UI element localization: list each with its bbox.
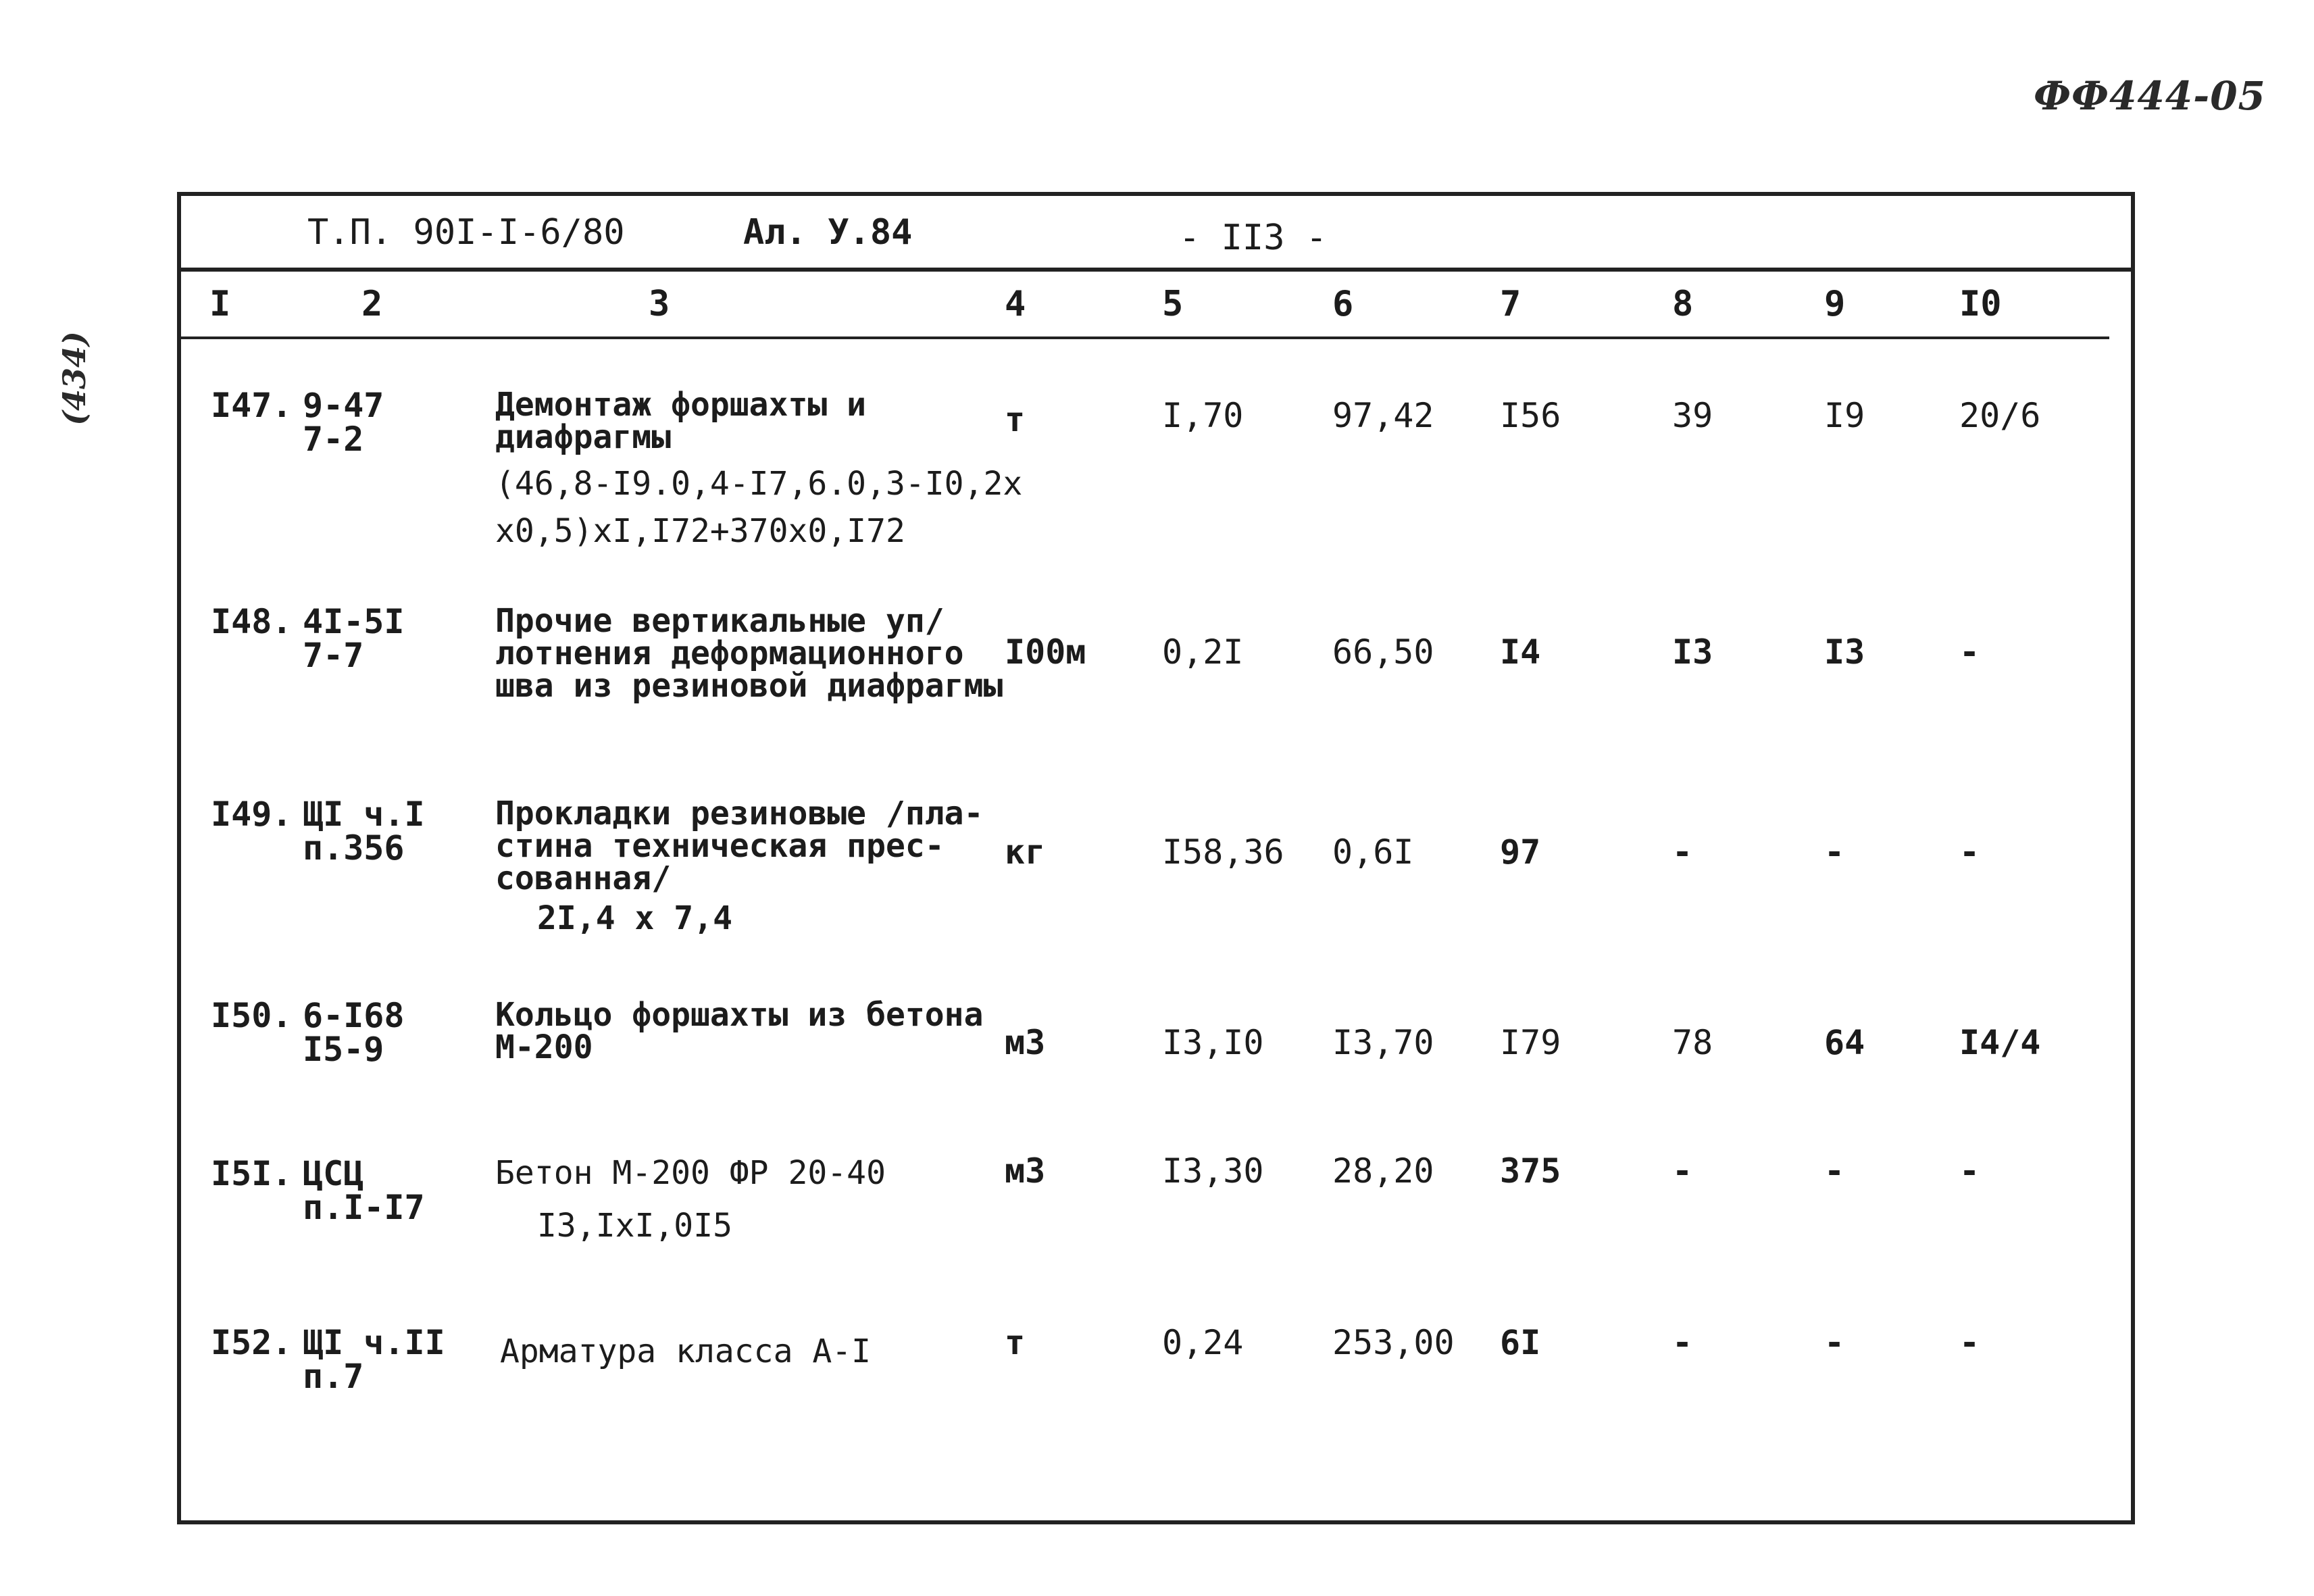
unit-price: 0,6I [1332,832,1414,872]
album-number: Ал. У.84 [743,212,913,253]
column-header: 4 [1005,284,1026,324]
col9-value: - [1824,832,1845,872]
norm-code: ЦСЦ п.I-I7 [303,1154,425,1227]
total-cost: I79 [1500,1023,1561,1062]
col8-value: I3 [1672,632,1713,672]
side-stamp: (434) [56,331,93,426]
unit-price: I3,70 [1332,1023,1434,1062]
col10-value: 20/6 [1959,396,2041,435]
col9-value: - [1824,1151,1845,1191]
unit: м3 [1005,1151,1046,1191]
quantity: I,70 [1162,396,1244,435]
header-divider [177,268,2135,272]
total-cost: I56 [1500,396,1561,435]
work-description: Прокладки резиновые /пла- стина техническая прес- сованная/ [495,795,984,897]
column-header-divider [177,336,2109,339]
volume-formula: 2I,4 х 7,4 [537,899,732,937]
col10-value: - [1959,632,1980,672]
column-header: I [209,284,231,324]
quantity: I3,I0 [1162,1023,1264,1062]
work-description: Прочие вертикальные уп/ лотнения деформационного шва из резиновой диафрагмы [495,602,1003,705]
col9-value: - [1824,1323,1845,1362]
column-header: 2 [361,284,383,324]
column-header: 6 [1332,284,1354,324]
volume-formula: (46,8-I9.0,4-I7,6.0,3-I0,2х х0,5)хI,I72+370х0,I72 [495,465,1023,550]
row-number: I50. [211,996,293,1035]
column-header: 3 [649,284,670,324]
volume-formula: I3,IхI,0I5 [537,1207,732,1245]
col8-value: 39 [1672,396,1713,435]
row-number: I52. [211,1323,293,1362]
column-header: 7 [1500,284,1521,324]
quantity: 0,2I [1162,632,1244,672]
norm-code: 4I-5I 7-7 [303,602,405,675]
col9-value: 64 [1824,1023,1865,1062]
row-number: I49. [211,795,293,834]
total-cost: 97 [1500,832,1541,872]
column-header: I0 [1959,284,2002,324]
row-number: I5I. [211,1154,293,1193]
unit-price: 28,20 [1332,1151,1434,1191]
col10-value: - [1959,832,1980,872]
col8-value: - [1672,1151,1693,1191]
work-description: Арматура класса А-I [500,1332,872,1370]
total-cost: 6I [1500,1323,1541,1362]
column-header: 9 [1824,284,1846,324]
col8-value: 78 [1672,1023,1713,1062]
column-header: 8 [1672,284,1694,324]
norm-code: ЩI ч.II п.7 [303,1323,445,1396]
work-description: Бетон М-200 ФР 20-40 [495,1154,886,1192]
row-number: I47. [211,386,293,425]
unit: т [1005,1323,1026,1362]
col10-value: - [1959,1151,1980,1191]
unit: кг [1005,832,1046,872]
quantity: 0,24 [1162,1323,1244,1362]
document-code: ФФ444-05 [2034,73,2266,119]
page-number: - II3 - [1179,218,1328,258]
col8-value: - [1672,1323,1693,1362]
col9-value: I3 [1824,632,1865,672]
quantity: I58,36 [1162,832,1284,872]
col8-value: - [1672,832,1693,872]
unit: I00м [1005,632,1086,672]
norm-code: 9-47 7-2 [303,386,384,459]
col10-value: - [1959,1323,1980,1362]
work-description: Кольцо форшахты из бетона М-200 [495,996,984,1066]
norm-code: 6-I68 I5-9 [303,996,405,1069]
unit: м3 [1005,1023,1046,1062]
unit-price: 253,00 [1332,1323,1455,1362]
unit-price: 97,42 [1332,396,1434,435]
quantity: I3,30 [1162,1151,1264,1191]
column-header: 5 [1162,284,1184,324]
unit-price: 66,50 [1332,632,1434,672]
unit: т [1005,400,1026,439]
col10-value: I4/4 [1959,1023,2041,1062]
col9-value: I9 [1824,396,1865,435]
work-description: Демонтаж форшахты и диафрагмы [495,386,867,456]
norm-code: ЩI ч.I п.356 [303,795,425,868]
row-number: I48. [211,602,293,641]
total-cost: I4 [1500,632,1541,672]
project-number: Т.П. 90I-I-6/80 [307,212,625,253]
total-cost: 375 [1500,1151,1561,1191]
